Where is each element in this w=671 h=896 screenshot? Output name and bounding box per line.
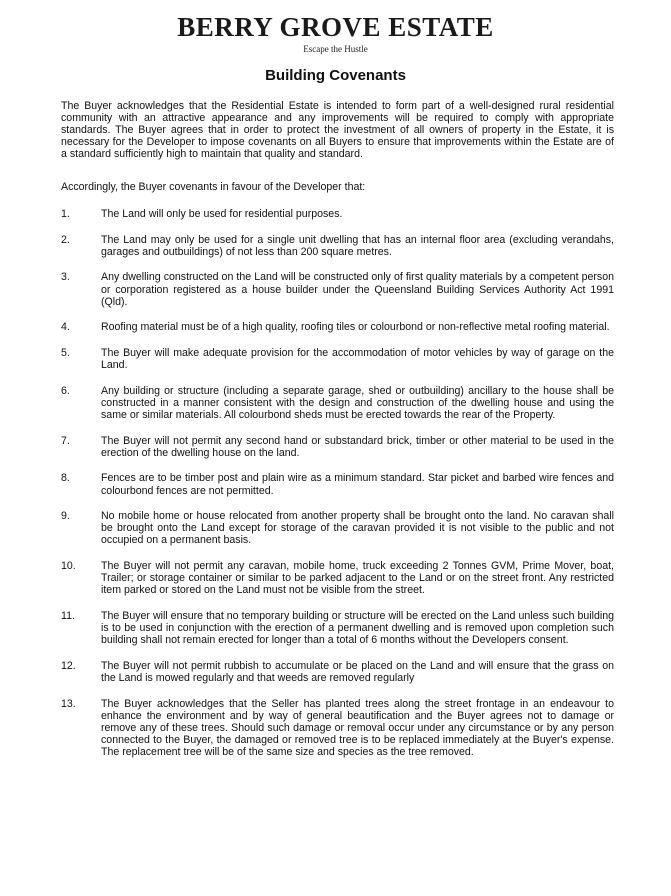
covenant-number: 3. — [61, 271, 70, 284]
covenant-number: 2. — [61, 233, 70, 246]
covenant-text: The Buyer will make adequate provision for the accommodation of motor vehicles by way of garage on the Land. — [101, 347, 614, 372]
covenant-text: No mobile home or house relocated from another property shall be brought onto the land. No caravan shall be brought onto the Land except for storage of the caravan provided it is not visible to the public and not occupied on a permanent basis. — [101, 510, 614, 547]
covenant-text: Any dwelling constructed on the Land will be constructed only of first quality materials by a competent person or corporation registered as a house builder under the Queensland Building Services Authority Act 1991 (Qld). — [101, 271, 614, 308]
covenant-text: The Buyer acknowledges that the Seller has planted trees along the street frontage in an endeavour to enhance the environment and by way of general beautification and the Buyer agrees not to damage or remove any of these trees. Should such damage or removal occur under any circumstance or by any person connected to the Buyer, the damaged or removed tree is to be replaced immediately at the Buyer's expense. The replacement tree will be of the same size and species as the tree removed. — [101, 697, 614, 759]
covenant-text: The Buyer will not permit rubbish to accumulate or be placed on the Land and will ensure that the grass on the Land is mowed regularly and that weeds are removed regularly — [101, 659, 614, 684]
covenant-text: Any building or structure (including a separate garage, shed or outbuilding) ancillary to the house shall be constructed in a manner consistent with the design and construction of the dwelling house and using the same or similar materials. All colourbond sheds must be erected towards the rear of the Property. — [101, 384, 614, 421]
covenant-item — [61, 510, 614, 546]
covenant-number: 1. — [61, 208, 70, 220]
covenant-item — [61, 435, 614, 459]
covenant-text: The Buyer will not permit any second hand or substandard brick, timber or other material to be used in the erection of the dwelling house on the land. — [101, 434, 614, 459]
covenant-item — [61, 610, 614, 646]
covenant-number: 5. — [61, 347, 70, 360]
covenant-number: 10. — [61, 560, 76, 573]
document-heading: Building Covenants — [265, 67, 406, 84]
covenant-item — [61, 698, 614, 758]
covenant-item — [61, 660, 614, 684]
covenant-item — [61, 560, 614, 596]
covenant-text: The Land will only be used for residential purposes. — [101, 208, 343, 220]
covenant-number: 8. — [61, 472, 70, 485]
covenant-number: 9. — [61, 510, 70, 523]
covenant-text: Roofing material must be of a high quality, roofing tiles or colourbond or non-reflective metal roofing material. — [101, 321, 610, 334]
covenant-item — [61, 234, 614, 258]
covenant-number: 4. — [61, 321, 70, 334]
intro-paragraph: The Buyer acknowledges that the Residential Estate is intended to form part of a well-designed rural residential community with an attractive appearance and any improvements will be required to comply with appropriate standards. The Buyer agrees that in order to protect the investment of all owners of property in the Estate, it is necessary for the Developer to impose covenants on all Buyers to ensure that improvements within the Estate are of a standard sufficiently high to maintain that quality and standard. — [61, 100, 614, 161]
covenant-number: 12. — [61, 659, 76, 672]
covenant-item — [61, 271, 614, 307]
covenant-item — [61, 208, 614, 220]
covenant-text: The Buyer will ensure that no temporary building or structure will be erected on the Land unless such building is to be used in conjunction with the erection of a permanent dwelling and is removed upon completion such building shall not remain erected for longer than a total of 6 months without the Developers consent. — [101, 610, 614, 647]
covenant-item — [61, 385, 614, 421]
covenant-item — [61, 347, 614, 371]
estate-title: BERRY GROVE ESTATE — [177, 12, 494, 42]
covenant-number: 7. — [61, 434, 70, 447]
covenant-text: The Buyer will not permit any caravan, mobile home, truck exceeding 2 Tonnes GVM, Prime Mover, boat, Trailer; or storage container or similar to be parked adjacent to the Land or on the street front. Any restricted item parked or stored on the Land must not be visible from the street. — [101, 560, 614, 597]
estate-tagline: Escape the Hustle — [303, 44, 368, 54]
covenant-text: Fences are to be timber post and plain wire as a minimum standard. Star picket and barbed wire fences and colourbond fences are not permitted. — [101, 472, 614, 497]
covenant-list — [61, 208, 614, 772]
covenant-number: 11. — [61, 610, 75, 622]
covenant-item — [61, 321, 614, 333]
covenant-number: 6. — [61, 384, 70, 397]
covenant-text: The Land may only be used for a single unit dwelling that has an internal floor area (excluding verandahs, garages and outbuildings) of not less than 200 square metres. — [101, 233, 614, 258]
covenant-number: 13. — [61, 697, 76, 710]
covenant-item — [61, 472, 614, 496]
lead-paragraph: Accordingly, the Buyer covenants in favour of the Developer that: — [61, 181, 366, 193]
